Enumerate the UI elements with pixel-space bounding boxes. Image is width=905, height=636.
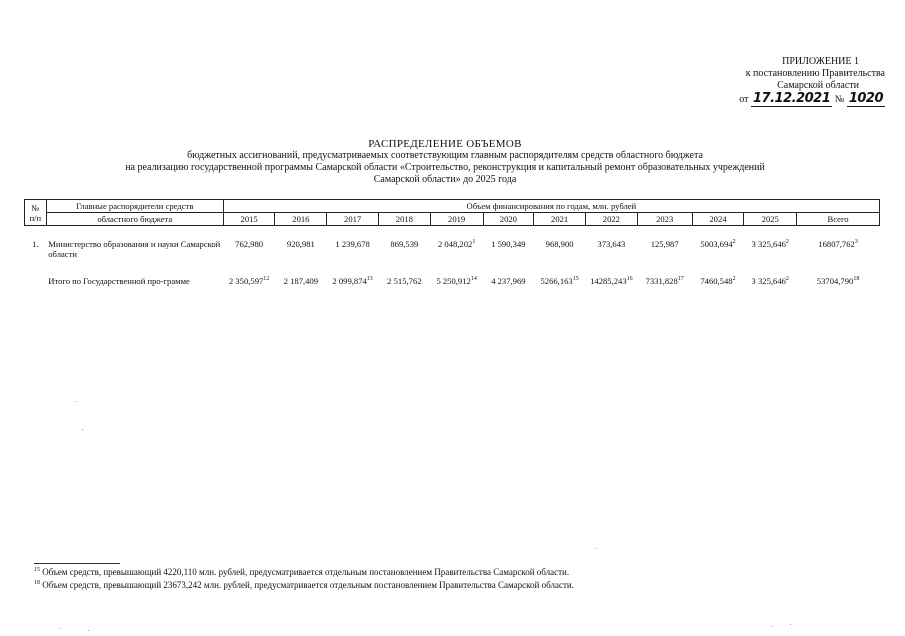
value-cell: [692, 276, 744, 286]
cell-value: 968,900: [545, 239, 574, 249]
footnote-divider: [34, 563, 120, 564]
cell-value: 53704,790: [816, 276, 854, 286]
cell-value: 2 099,874: [332, 276, 367, 286]
col-header-number: № п/п: [25, 200, 47, 226]
table-row-ministry: [25, 239, 880, 259]
value-cell: [585, 239, 637, 259]
row-name: Министерство образования и науки Самарской области: [48, 239, 221, 259]
year-header: 2021: [534, 213, 586, 226]
cell-value: 2 187,409: [283, 276, 319, 286]
year-header: 2017: [327, 213, 379, 226]
cell-value: 14285,243: [590, 276, 627, 286]
title-sub-2: на реализацию государственной программы Самарской области «Строительство, реконструкция и капитальный ремонт образовательных учреждений: [125, 162, 765, 173]
value-cell: [327, 276, 379, 286]
year-header: 2019: [430, 213, 483, 226]
scan-speck: [596, 548, 597, 549]
scan-speck: [60, 628, 61, 629]
value-cell: [483, 239, 534, 259]
scan-speck: [772, 626, 773, 627]
cell-value: 1 590,349: [491, 239, 526, 249]
footnote-ref: 14: [470, 276, 477, 283]
col-header-name-top: Главные распорядители средств: [46, 200, 223, 213]
col-header-name-bottom: областного бюджета: [46, 213, 223, 226]
footnote-ref: 18: [853, 276, 860, 283]
value-cell: [585, 276, 637, 286]
cell-value: 869,539: [390, 239, 419, 249]
footnote-ref: 2: [732, 276, 736, 283]
value-cell: [744, 239, 797, 259]
appendix-date-number-line: [690, 93, 885, 106]
year-header: 2018: [378, 213, 430, 226]
appendix-region-line: Самарской области: [777, 80, 859, 91]
value-cell: [534, 239, 586, 259]
value-cell: [744, 276, 797, 286]
value-cell: [327, 239, 379, 259]
cell-value: 16807,762: [818, 239, 855, 249]
year-header: 2022: [585, 213, 637, 226]
appendix-ref-line: к постановлению Правительства: [745, 68, 885, 79]
row-name: Итого по Государственной про-грамме: [48, 276, 190, 286]
cell-value: 920,981: [286, 239, 315, 249]
row-number: 1.: [32, 239, 39, 249]
title-main: РАСПРЕДЕЛЕНИЕ ОБЪЕМОВ: [368, 138, 522, 150]
cell-value: 3 325,646: [751, 239, 786, 249]
footnote-ref: 2: [785, 276, 789, 283]
value-cell: [637, 239, 692, 259]
value-cell: [378, 239, 430, 259]
handwritten-number: 1020: [848, 91, 883, 106]
scan-speck: [88, 630, 89, 631]
cell-value: 125,987: [650, 239, 679, 249]
handwritten-date: 17.12.2021: [753, 91, 831, 106]
cell-value: 5003,694: [700, 239, 733, 249]
year-header: 2024: [692, 213, 744, 226]
value-cell: [430, 239, 483, 259]
value-cell: [692, 239, 744, 259]
year-header: 2016: [275, 213, 327, 226]
value-cell: [223, 276, 275, 286]
value-cell: [534, 276, 586, 286]
table-row-total: [25, 276, 880, 286]
row-number: [25, 276, 47, 286]
value-cell: [275, 239, 327, 259]
scan-speck: [75, 401, 76, 402]
footnote-ref: 3: [854, 239, 858, 246]
footnote-15: $^{15}$ Объем средств, превышающий 4220,110 млн. рублей, предусматривается отдельным постановлением Правительства Самарской области.: [34, 567, 570, 577]
cell-value: 7460,548: [700, 276, 733, 286]
cell-value: 2 350,597: [228, 276, 264, 286]
year-header: 2020: [483, 213, 534, 226]
title-sub-1: бюджетных ассигнований, предусматриваемых соответствующим главным распорядителям средств областного бюджета: [187, 150, 703, 161]
appendix-title: ПРИЛОЖЕНИЕ 1: [782, 56, 859, 67]
cell-value: 5 250,912: [436, 276, 471, 286]
footnote-ref: 2: [785, 239, 789, 246]
value-cell: [378, 276, 430, 286]
footnote-18: $^{18}$ Объем средств, превышающий 23673,242 млн. рублей, предусматривается отдельным постановлением Правительства Самарской области.: [34, 580, 574, 590]
year-header: 2023: [637, 213, 692, 226]
number-label: №: [834, 94, 845, 105]
year-header: 2025: [744, 213, 797, 226]
from-label: от: [739, 94, 749, 105]
cell-value: 7331,828: [645, 276, 678, 286]
footnote-ref: 12: [263, 276, 270, 283]
appendix-header: [690, 56, 885, 106]
cell-value: 3 325,646: [751, 276, 786, 286]
cell-value: 4 237,969: [491, 276, 526, 286]
footnotes: [34, 566, 854, 592]
cell-value: 5266,163: [540, 276, 573, 286]
cell-value: 1 239,678: [335, 239, 370, 249]
footnote-ref: 15: [572, 276, 579, 283]
cell-value: 2 515,762: [387, 276, 422, 286]
year-header: 2015: [223, 213, 275, 226]
value-cell: [637, 276, 692, 286]
cell-value: 2 048,202: [437, 239, 473, 249]
footnote-ref: 1: [472, 239, 476, 246]
footnote-ref: 2: [732, 239, 736, 246]
footnote-ref: 17: [677, 276, 684, 283]
value-cell: [430, 276, 483, 286]
funding-table: [24, 199, 880, 286]
cell-value: 762,980: [235, 239, 264, 249]
value-cell: [483, 276, 534, 286]
value-cell: [223, 239, 275, 259]
value-cell: [275, 276, 327, 286]
scan-speck: [82, 429, 83, 430]
total-header: Всего: [797, 213, 880, 226]
total-cell: [797, 239, 880, 259]
scan-speck: [790, 624, 791, 625]
cell-value: 373,643: [597, 239, 626, 249]
col-header-funding: Объем финансирования по годам, млн. рублей: [223, 200, 879, 213]
title-sub-3: Самарской области» до 2025 года: [373, 174, 517, 185]
footnote-ref: 13: [366, 276, 373, 283]
footnote-ref: 16: [626, 276, 633, 283]
total-cell: [797, 276, 880, 286]
document-title: [40, 138, 850, 186]
